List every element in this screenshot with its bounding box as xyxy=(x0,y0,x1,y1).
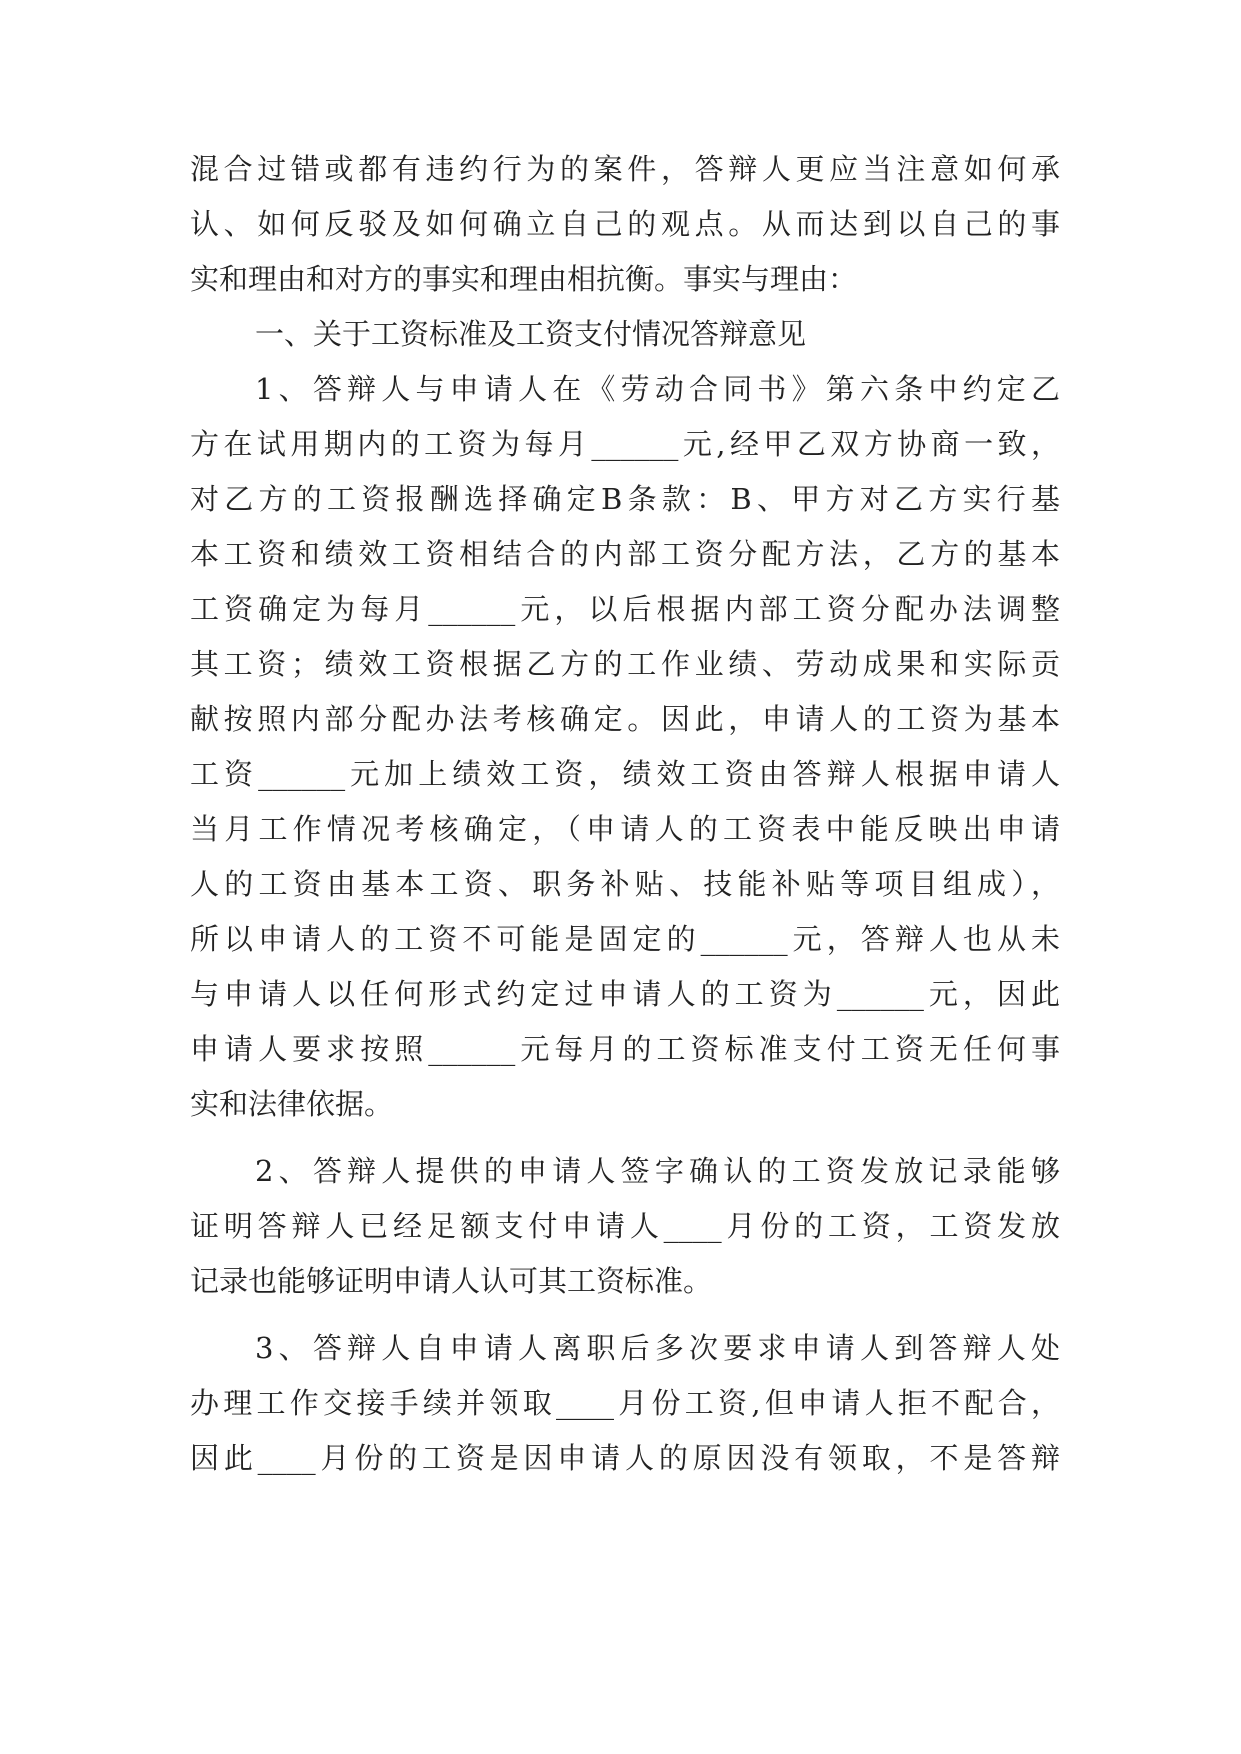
text-line: 2、答辩人提供的申请人签字确认的工资发放记录能够 xyxy=(255,1154,1060,1188)
text-line: 1、答辩人与申请人在《劳动合同书》第六条中约定乙 xyxy=(255,372,1060,406)
text-line: 办理工作交接手续并领取____月份工资,但申请人拒不配合， xyxy=(190,1386,1060,1420)
text-line: 其工资；绩效工资根据乙方的工作业绩、劳动成果和实际贡 xyxy=(190,647,1060,681)
text-line: 工资确定为每月______元，以后根据内部工资分配办法调整 xyxy=(190,592,1060,626)
text-line: 对乙方的工资报酬选择确定B条款：B、甲方对乙方实行基 xyxy=(190,482,1060,516)
text-line: 人的工资由基本工资、职务补贴、技能补贴等项目组成）， xyxy=(190,867,1060,901)
text-line: 证明答辩人已经足额支付申请人____月份的工资，工资发放 xyxy=(190,1209,1060,1243)
text-line: 当月工作情况考核确定，（申请人的工资表中能反映出申请 xyxy=(190,812,1060,846)
text-line: 混合过错或都有违约行为的案件，答辩人更应当注意如何承 xyxy=(190,152,1060,186)
text-line: 工资______元加上绩效工资，绩效工资由答辩人根据申请人 xyxy=(190,757,1060,791)
text-line: 申请人要求按照______元每月的工资标准支付工资无任何事 xyxy=(190,1032,1060,1066)
text-line: 方在试用期内的工资为每月______元,经甲乙双方协商一致， xyxy=(190,427,1060,461)
section-heading: 一、关于工资标准及工资支付情况答辩意见 xyxy=(255,317,807,351)
text-line: 3、答辩人自申请人离职后多次要求申请人到答辩人处 xyxy=(255,1331,1060,1365)
text-line: 记录也能够证明申请人认可其工资标准。 xyxy=(190,1264,713,1298)
text-line: 与申请人以任何形式约定过申请人的工资为______元，因此 xyxy=(190,977,1060,1011)
text-line: 实和理由和对方的事实和理由相抗衡。事实与理由： xyxy=(190,262,858,296)
text-line: 献按照内部分配办法考核确定。因此，申请人的工资为基本 xyxy=(190,702,1060,736)
text-line: 本工资和绩效工资相结合的内部工资分配方法，乙方的基本 xyxy=(190,537,1060,571)
text-line: 因此____月份的工资是因申请人的原因没有领取，不是答辩 xyxy=(190,1441,1060,1475)
text-line: 认、如何反驳及如何确立自己的观点。从而达到以自己的事 xyxy=(190,207,1060,241)
text-line: 所以申请人的工资不可能是固定的______元，答辩人也从未 xyxy=(190,922,1060,956)
text-line: 实和法律依据。 xyxy=(190,1087,394,1121)
